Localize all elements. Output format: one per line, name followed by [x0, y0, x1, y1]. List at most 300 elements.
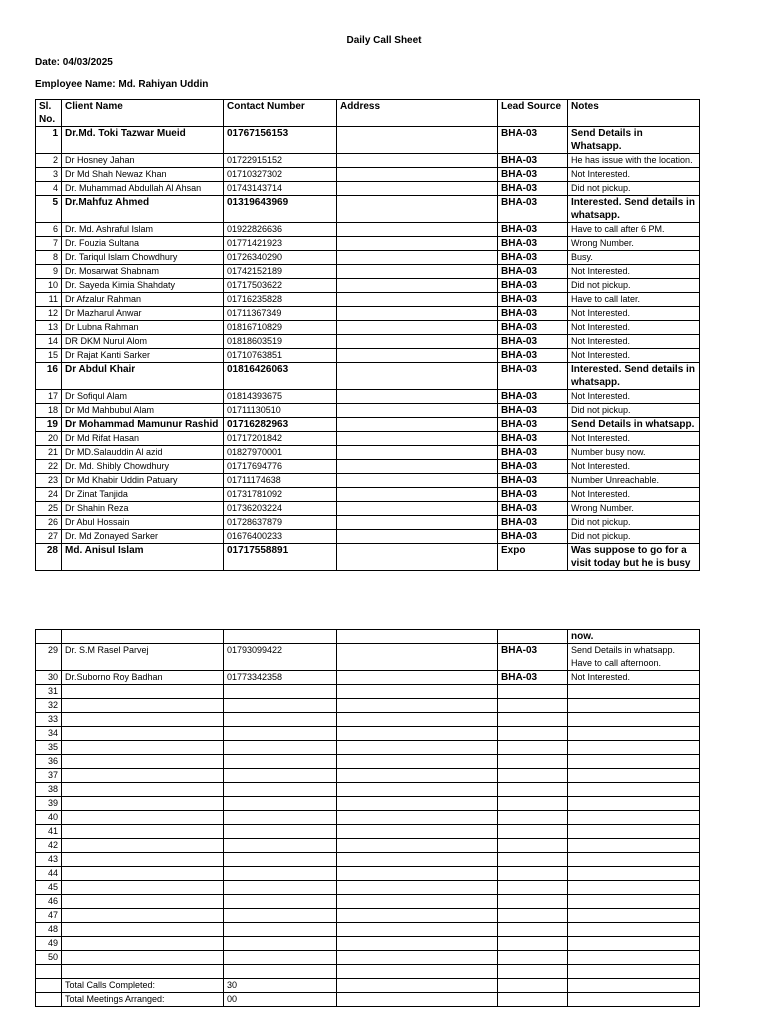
date-line: Date: 04/03/2025 — [35, 57, 113, 68]
row-client-name: Dr. Md Zonayed Sarker — [62, 530, 224, 544]
empty-cell — [568, 867, 700, 881]
row-lead-source: BHA-03 — [498, 671, 568, 685]
empty-row — [36, 951, 700, 965]
row-address — [337, 390, 498, 404]
row-client-name: Dr Afzalur Rahman — [62, 293, 224, 307]
notes-continuation: now. — [568, 630, 700, 644]
row-contact-number: 01742152189 — [224, 265, 337, 279]
row-client-name: Dr Rajat Kanti Sarker — [62, 349, 224, 363]
header-lead-source: Lead Source — [498, 100, 568, 127]
row-contact-number: 01710763851 — [224, 349, 337, 363]
empty-row — [36, 909, 700, 923]
row-sl-no: 1 — [36, 127, 62, 154]
row-client-name: Dr.Mahfuz Ahmed — [62, 196, 224, 223]
table-row — [36, 390, 700, 404]
empty-cell — [498, 951, 568, 965]
row-client-name: Dr Mazharul Anwar — [62, 307, 224, 321]
row-lead-source: BHA-03 — [498, 127, 568, 154]
blank-row — [36, 965, 700, 979]
empty-cell — [568, 909, 700, 923]
row-address — [337, 196, 498, 223]
row-contact-number: 01773342358 — [224, 671, 337, 685]
row-notes: He has issue with the location. — [568, 154, 700, 168]
row-notes: Send Details in whatsapp. Have to call afternoon. — [568, 644, 700, 671]
row-sl-no: 29 — [36, 644, 62, 671]
row-sl-no: 21 — [36, 446, 62, 460]
empty-cell — [224, 699, 337, 713]
row-lead-source: BHA-03 — [498, 279, 568, 293]
row-notes: Not Interested. — [568, 321, 700, 335]
row-sl-no: 6 — [36, 223, 62, 237]
row-lead-source: BHA-03 — [498, 446, 568, 460]
row-sl-no: 24 — [36, 488, 62, 502]
row-client-name: Dr MD.Salauddin Al azid — [62, 446, 224, 460]
empty-row — [36, 713, 700, 727]
empty-cell — [568, 825, 700, 839]
row-notes: Did not pickup. — [568, 182, 700, 196]
empty-cell — [337, 811, 498, 825]
empty-cell — [568, 769, 700, 783]
row-contact-number: 01816710829 — [224, 321, 337, 335]
row-sl-no: 3 — [36, 168, 62, 182]
row-sl-no: 33 — [36, 713, 62, 727]
empty-cell — [62, 965, 224, 979]
row-client-name: Md. Anisul Islam — [62, 544, 224, 571]
table-row — [36, 671, 700, 685]
row-lead-source: BHA-03 — [498, 335, 568, 349]
row-sl-no: 9 — [36, 265, 62, 279]
row-sl-no: 2 — [36, 154, 62, 168]
row-client-name: Dr Md Shah Newaz Khan — [62, 168, 224, 182]
row-sl-no: 11 — [36, 293, 62, 307]
row-address — [337, 349, 498, 363]
row-address — [337, 307, 498, 321]
row-sl-no: 20 — [36, 432, 62, 446]
row-client-name: Dr Mohammad Mamunur Rashid — [62, 418, 224, 432]
row-lead-source: BHA-03 — [498, 251, 568, 265]
empty-cell — [337, 867, 498, 881]
header-notes: Notes — [568, 100, 700, 127]
row-contact-number: 01717558891 — [224, 544, 337, 571]
table-row — [36, 279, 700, 293]
empty-cell — [224, 783, 337, 797]
empty-cell — [568, 895, 700, 909]
empty-cell — [224, 713, 337, 727]
empty-cell — [337, 825, 498, 839]
empty-cell — [36, 979, 62, 993]
empty-cell — [568, 783, 700, 797]
row-sl-no: 38 — [36, 783, 62, 797]
table-row — [36, 293, 700, 307]
empty-cell — [337, 895, 498, 909]
row-notes: Not Interested. — [568, 488, 700, 502]
header-address: Address — [337, 100, 498, 127]
table-row — [36, 488, 700, 502]
row-address — [337, 127, 498, 154]
empty-cell — [337, 755, 498, 769]
empty-cell — [498, 867, 568, 881]
row-client-name: Dr. Sayeda Kimia Shahdaty — [62, 279, 224, 293]
row-lead-source: BHA-03 — [498, 363, 568, 390]
empty-row — [36, 741, 700, 755]
empty-cell — [568, 923, 700, 937]
row-lead-source: BHA-03 — [498, 196, 568, 223]
row-contact-number: 01711367349 — [224, 307, 337, 321]
empty-row — [36, 755, 700, 769]
row-sl-no: 49 — [36, 937, 62, 951]
empty-cell — [224, 769, 337, 783]
empty-cell — [498, 881, 568, 895]
row-contact-number: 01771421923 — [224, 237, 337, 251]
table-row — [36, 182, 700, 196]
row-lead-source: BHA-03 — [498, 223, 568, 237]
empty-cell — [224, 895, 337, 909]
row-address — [337, 488, 498, 502]
empty-cell — [62, 909, 224, 923]
totals-value: 30 — [224, 979, 337, 993]
empty-cell — [568, 937, 700, 951]
row-notes: Did not pickup. — [568, 516, 700, 530]
row-notes: Not Interested. — [568, 335, 700, 349]
row-address — [337, 168, 498, 182]
empty-cell — [498, 923, 568, 937]
row-address — [337, 321, 498, 335]
row-contact-number: 01827970001 — [224, 446, 337, 460]
row-contact-number: 01722915152 — [224, 154, 337, 168]
row-client-name: Dr Md Khabir Uddin Patuary — [62, 474, 224, 488]
row-notes: Have to call after 6 PM. — [568, 223, 700, 237]
row-address — [337, 644, 498, 671]
empty-cell — [62, 685, 224, 699]
table-row — [36, 251, 700, 265]
row-lead-source: BHA-03 — [498, 432, 568, 446]
row-lead-source: BHA-03 — [498, 321, 568, 335]
row-address — [337, 530, 498, 544]
empty-cell — [337, 965, 498, 979]
row-contact-number: 01319643969 — [224, 196, 337, 223]
table-row — [36, 516, 700, 530]
row-client-name: Dr.Md. Toki Tazwar Mueid — [62, 127, 224, 154]
row-sl-no: 31 — [36, 685, 62, 699]
row-sl-no: 35 — [36, 741, 62, 755]
empty-cell — [62, 699, 224, 713]
row-notes: Interested. Send details in whatsapp. — [568, 196, 700, 223]
row-sl-no: 14 — [36, 335, 62, 349]
row-client-name: Dr. Muhammad Abdullah Al Ahsan — [62, 182, 224, 196]
empty-cell — [62, 797, 224, 811]
row-client-name: Dr Zinat Tanjida — [62, 488, 224, 502]
table-row — [36, 418, 700, 432]
empty-cell — [62, 839, 224, 853]
row-sl-no: 40 — [36, 811, 62, 825]
empty-cell — [568, 965, 700, 979]
empty-cell — [62, 923, 224, 937]
row-address — [337, 671, 498, 685]
empty-cell — [36, 993, 62, 1007]
row-sl-no: 48 — [36, 923, 62, 937]
row-address — [337, 251, 498, 265]
totals-value: 00 — [224, 993, 337, 1007]
empty-cell — [498, 783, 568, 797]
row-lead-source: BHA-03 — [498, 644, 568, 671]
row-address — [337, 223, 498, 237]
call-table-page-2 — [35, 629, 700, 1007]
empty-cell — [62, 895, 224, 909]
row-address — [337, 404, 498, 418]
empty-cell — [568, 993, 700, 1007]
row-lead-source: BHA-03 — [498, 349, 568, 363]
row-contact-number: 01793099422 — [224, 644, 337, 671]
row-sl-no: 8 — [36, 251, 62, 265]
row-contact-number: 01728637879 — [224, 516, 337, 530]
empty-cell — [498, 769, 568, 783]
empty-cell — [62, 755, 224, 769]
empty-cell — [224, 811, 337, 825]
row-client-name: Dr. Fouzia Sultana — [62, 237, 224, 251]
table-row — [36, 530, 700, 544]
empty-cell — [224, 923, 337, 937]
empty-cell — [568, 797, 700, 811]
row-client-name: Dr Abdul Khair — [62, 363, 224, 390]
empty-row — [36, 699, 700, 713]
empty-cell — [568, 685, 700, 699]
row-notes: Busy. — [568, 251, 700, 265]
row-notes: Did not pickup. — [568, 279, 700, 293]
empty-cell — [62, 881, 224, 895]
empty-cell — [62, 727, 224, 741]
row-notes: Not Interested. — [568, 460, 700, 474]
empty-cell — [568, 811, 700, 825]
row-notes: Not Interested. — [568, 265, 700, 279]
empty-cell — [568, 979, 700, 993]
empty-cell — [337, 853, 498, 867]
row-lead-source: BHA-03 — [498, 530, 568, 544]
row-sl-no: 39 — [36, 797, 62, 811]
empty-cell — [498, 965, 568, 979]
row-sl-no: 46 — [36, 895, 62, 909]
row-sl-no: 18 — [36, 404, 62, 418]
sheet-title: Daily Call Sheet — [346, 35, 422, 46]
row-address — [337, 154, 498, 168]
row-sl-no: 7 — [36, 237, 62, 251]
row-lead-source: BHA-03 — [498, 182, 568, 196]
row-notes: Did not pickup. — [568, 530, 700, 544]
row-contact-number: 01710327302 — [224, 168, 337, 182]
empty-cell — [36, 965, 62, 979]
continuation-row — [36, 630, 700, 644]
empty-cell — [62, 811, 224, 825]
row-lead-source: BHA-03 — [498, 418, 568, 432]
totals-row — [36, 979, 700, 993]
employee-line: Employee Name: Md. Rahiyan Uddin — [35, 79, 209, 90]
table-row — [36, 127, 700, 154]
empty-cell — [224, 741, 337, 755]
row-address — [337, 446, 498, 460]
empty-cell — [224, 881, 337, 895]
row-notes: Not Interested. — [568, 390, 700, 404]
table-row — [36, 432, 700, 446]
row-address — [337, 265, 498, 279]
row-sl-no: 13 — [36, 321, 62, 335]
row-notes: Number Unreachable. — [568, 474, 700, 488]
empty-cell — [62, 741, 224, 755]
empty-cell — [568, 713, 700, 727]
empty-cell — [224, 727, 337, 741]
table-row — [36, 321, 700, 335]
row-sl-no: 27 — [36, 530, 62, 544]
empty-cell — [337, 881, 498, 895]
empty-cell — [224, 909, 337, 923]
table-row — [36, 307, 700, 321]
table-row — [36, 460, 700, 474]
empty-cell — [224, 965, 337, 979]
empty-row — [36, 783, 700, 797]
row-lead-source: BHA-03 — [498, 460, 568, 474]
row-notes: Did not pickup. — [568, 404, 700, 418]
row-address — [337, 293, 498, 307]
row-address — [337, 335, 498, 349]
row-sl-no: 17 — [36, 390, 62, 404]
table-row — [36, 223, 700, 237]
row-sl-no: 32 — [36, 699, 62, 713]
row-sl-no: 22 — [36, 460, 62, 474]
empty-cell — [62, 783, 224, 797]
empty-cell — [337, 923, 498, 937]
empty-cell — [337, 741, 498, 755]
empty-cell — [224, 755, 337, 769]
row-contact-number: 01676400233 — [224, 530, 337, 544]
empty-row — [36, 839, 700, 853]
empty-cell — [498, 825, 568, 839]
empty-cell — [568, 951, 700, 965]
row-lead-source: BHA-03 — [498, 474, 568, 488]
row-sl-no: 23 — [36, 474, 62, 488]
row-lead-source: BHA-03 — [498, 516, 568, 530]
row-address — [337, 502, 498, 516]
header-sl-no: Sl. No. — [36, 100, 62, 127]
row-address — [337, 237, 498, 251]
row-lead-source: BHA-03 — [498, 293, 568, 307]
empty-cell — [568, 699, 700, 713]
empty-cell — [224, 853, 337, 867]
table-row — [36, 502, 700, 516]
row-contact-number: 01736203224 — [224, 502, 337, 516]
row-notes: Number busy now. — [568, 446, 700, 460]
row-sl-no: 45 — [36, 881, 62, 895]
empty-cell — [224, 839, 337, 853]
empty-cell — [337, 685, 498, 699]
table-row — [36, 363, 700, 390]
empty-cell — [62, 867, 224, 881]
totals-label: Total Calls Completed: — [62, 979, 224, 993]
empty-cell — [337, 769, 498, 783]
empty-row — [36, 867, 700, 881]
totals-label: Total Meetings Arranged: — [62, 993, 224, 1007]
empty-cell — [498, 839, 568, 853]
row-contact-number: 01716282963 — [224, 418, 337, 432]
table-row — [36, 154, 700, 168]
row-notes: Interested. Send details in whatsapp. — [568, 363, 700, 390]
table-row — [36, 237, 700, 251]
row-contact-number: 01716235828 — [224, 293, 337, 307]
row-contact-number: 01711130510 — [224, 404, 337, 418]
empty-cell — [224, 685, 337, 699]
empty-row — [36, 811, 700, 825]
row-sl-no: 12 — [36, 307, 62, 321]
empty-cell — [337, 727, 498, 741]
empty-cell — [337, 951, 498, 965]
empty-cell — [62, 769, 224, 783]
empty-cell — [568, 727, 700, 741]
row-contact-number: 01717201842 — [224, 432, 337, 446]
table-row — [36, 644, 700, 671]
empty-cell — [224, 867, 337, 881]
row-notes: Have to call later. — [568, 293, 700, 307]
row-address — [337, 182, 498, 196]
empty-cell — [568, 839, 700, 853]
empty-cell — [224, 825, 337, 839]
empty-cell — [498, 993, 568, 1007]
empty-cell — [62, 853, 224, 867]
row-address — [337, 418, 498, 432]
empty-cell — [498, 685, 568, 699]
row-contact-number: 01726340290 — [224, 251, 337, 265]
empty-cell — [337, 839, 498, 853]
empty-row — [36, 881, 700, 895]
row-notes: Wrong Number. — [568, 502, 700, 516]
row-sl-no: 5 — [36, 196, 62, 223]
call-table-page-1 — [35, 99, 700, 571]
empty-cell — [568, 755, 700, 769]
empty-cell — [498, 979, 568, 993]
empty-row — [36, 769, 700, 783]
row-sl-no: 43 — [36, 853, 62, 867]
empty-cell — [224, 937, 337, 951]
row-address — [337, 432, 498, 446]
empty-cell — [224, 951, 337, 965]
header-client-name: Client Name — [62, 100, 224, 127]
row-sl-no: 42 — [36, 839, 62, 853]
row-sl-no: 10 — [36, 279, 62, 293]
empty-cell — [498, 909, 568, 923]
row-client-name: Dr. Md. Ashraful Islam — [62, 223, 224, 237]
table-row — [36, 544, 700, 571]
row-client-name: DR DKM Nurul Alom — [62, 335, 224, 349]
row-sl-no: 28 — [36, 544, 62, 571]
empty-cell — [498, 853, 568, 867]
empty-cell — [62, 951, 224, 965]
row-client-name: Dr Shahin Reza — [62, 502, 224, 516]
empty-cell — [498, 727, 568, 741]
empty-row — [36, 685, 700, 699]
empty-cell — [337, 909, 498, 923]
row-notes: Not Interested. — [568, 671, 700, 685]
table-row — [36, 168, 700, 182]
row-notes: Wrong Number. — [568, 237, 700, 251]
row-client-name: Dr. Md. Shibly Chowdhury — [62, 460, 224, 474]
row-contact-number: 01922826636 — [224, 223, 337, 237]
empty-cell — [337, 797, 498, 811]
row-client-name: Dr. Mosarwat Shabnam — [62, 265, 224, 279]
empty-cell — [498, 937, 568, 951]
empty-row — [36, 797, 700, 811]
row-address — [337, 474, 498, 488]
empty-cell — [337, 783, 498, 797]
row-notes: Not Interested. — [568, 168, 700, 182]
empty-cell — [498, 797, 568, 811]
row-sl-no: 47 — [36, 909, 62, 923]
row-lead-source: Expo — [498, 544, 568, 571]
